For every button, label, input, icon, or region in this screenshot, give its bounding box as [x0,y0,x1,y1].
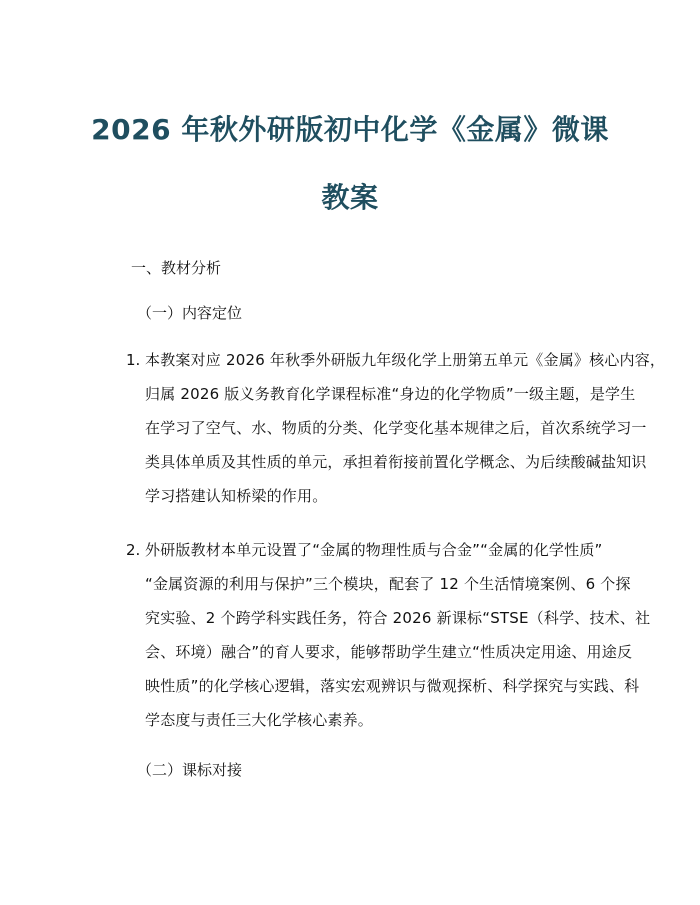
subsection-heading-curriculum-standard-alignment: （二）课标对接 [137,761,243,779]
list-item-text [145,533,651,737]
section-heading-teaching-material-analysis: 一、教材分析 [131,259,222,277]
subsection-heading-content-positioning: （一）内容定位 [137,304,243,322]
list-item-text [145,343,666,513]
paragraph-line: 归属 2026 版义务教育化学课程标准“身边的化学物质”一级主题，是学生 [145,385,636,403]
document-title-line-1: 2026 年秋外研版初中化学《金属》微课 [91,113,609,146]
paragraph-line: 会、环境）融合”的育人要求，能够帮助学生建立“性质决定用途、用途反 [145,643,633,661]
paragraph-line: 在学习了空气、水、物质的分类、化学变化基本规律之后，首次系统学习一 [145,419,647,437]
paragraph-line: 学态度与责任三大化学核心素养。 [145,711,374,729]
document-title-line-2: 教案 [321,181,379,214]
paragraph-line: 外研版教材本单元设置了“金属的物理性质与合金”“金属的化学性质” [145,541,603,559]
paragraph-line: 究实验、2 个跨学科实践任务，符合 2026 新课标“STSE（科学、技术、社 [145,609,651,627]
paragraph-line: 本教案对应 2026 年秋季外研版九年级化学上册第五单元《金属》核心内容， [145,351,666,369]
paragraph-line: “金属资源的利用与保护”三个模块，配套了 12 个生活情境案例、6 个探 [145,575,631,593]
list-item-number: 2. [126,541,141,559]
paragraph-line: 映性质”的化学核心逻辑，落实宏观辨识与微观探析、科学探究与实践、科 [145,677,640,695]
paragraph-line: 学习搭建认知桥梁的作用。 [145,487,328,505]
list-item-number: 1. [126,351,141,369]
paragraph-line: 类具体单质及其性质的单元，承担着衔接前置化学概念、为后续酸碱盐知识 [145,453,647,471]
